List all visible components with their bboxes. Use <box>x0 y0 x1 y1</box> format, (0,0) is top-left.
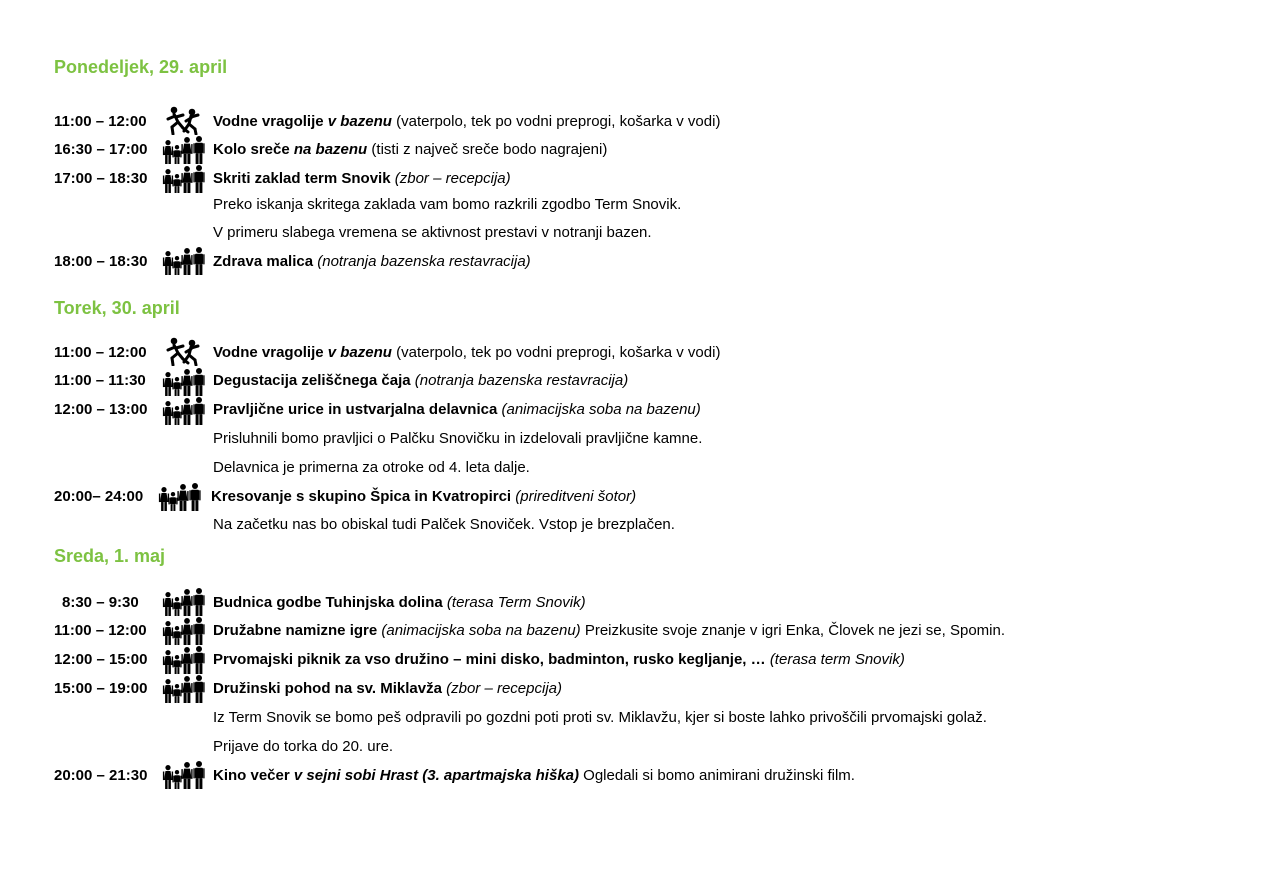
family-icon <box>162 245 208 275</box>
event-note: Delavnica je primerna za otroke od 4. leta dalje. <box>213 459 530 476</box>
swimming-children-icon <box>162 105 208 135</box>
description-segment: v bazenu <box>327 113 392 130</box>
description-segment: Kino večer <box>213 767 294 784</box>
family-icon <box>162 759 208 789</box>
family-icon <box>162 134 208 164</box>
description-segment: Pravljične urice in ustvarjalna delavnica <box>213 401 502 418</box>
family-icon <box>162 163 208 193</box>
description-segment: Kolo sreče <box>213 141 294 158</box>
description-segment: Skriti zaklad term Snovik <box>213 170 395 187</box>
event-description <box>213 113 720 130</box>
description-segment: (prireditveni šotor) <box>515 488 637 505</box>
event-description <box>213 767 855 784</box>
family-icon <box>162 366 208 396</box>
family-icon <box>162 586 208 616</box>
family-icon <box>162 615 208 645</box>
description-segment: Ogledali si bomo animirani družinski film. <box>579 767 855 784</box>
event-note: Na začetku nas bo obiskal tudi Palček Snoviček. Vstop je brezplačen. <box>213 516 675 533</box>
day-heading: Torek, 30. april <box>54 298 180 318</box>
description-segment: (terasa Term Snovik) <box>446 594 586 611</box>
event-time: 15:00 – 19:00 <box>54 680 148 697</box>
description-segment: Preizkusite svoje znanje v igri Enka, Človek ne jezi se, Spomin. <box>580 622 1006 639</box>
description-segment: Prvomajski piknik za vso družino – mini disko, badminton, rusko kegljanje, … <box>213 651 770 668</box>
event-description <box>213 401 701 418</box>
description-segment: (vaterpolo, tek po vodni preprogi, košarka v vodi) <box>391 344 721 361</box>
event-description <box>213 141 607 158</box>
event-time: 11:00 – 11:30 <box>54 372 146 389</box>
event-note: Prijave do torka do 20. ure. <box>213 738 394 755</box>
event-note: V primeru slabega vremena se aktivnost prestavi v notranji bazen. <box>213 224 652 241</box>
description-segment: (animacijska soba na bazenu) <box>501 401 701 418</box>
event-time: 17:00 – 18:30 <box>54 170 148 187</box>
family-icon <box>162 395 208 425</box>
description-segment: (notranja bazenska restavracija) <box>414 372 629 389</box>
description-segment: na bazenu <box>293 141 368 158</box>
description-segment: Družabne namizne igre <box>213 622 382 639</box>
event-time: 20:00 – 21:30 <box>54 767 148 784</box>
event-note: Preko iskanja skritega zaklada vam bomo razkrili zgodbo Term Snovik. <box>213 196 682 213</box>
event-description <box>213 622 1005 639</box>
description-segment: Družinski pohod na sv. Miklavža <box>213 680 447 697</box>
description-segment: (zbor – recepcija) <box>446 680 562 697</box>
family-icon <box>162 644 208 674</box>
event-description <box>213 344 720 361</box>
event-description <box>213 253 531 270</box>
event-time: 11:00 – 12:00 <box>54 344 147 361</box>
description-segment: Kresovanje s skupino Špica in Kvatropirci <box>211 488 516 505</box>
description-segment: Vodne vragolije <box>213 344 328 361</box>
event-description <box>213 680 562 697</box>
event-note: Prisluhnili bomo pravljici o Palčku Snovičku in izdelovali pravljične kamne. <box>213 430 703 447</box>
family-icon <box>162 673 208 703</box>
description-segment: (animacijska soba na bazenu) <box>381 622 581 639</box>
description-segment: Degustacija zeliščnega čaja <box>213 372 415 389</box>
event-time: 12:00 – 15:00 <box>54 651 148 668</box>
event-description <box>213 170 511 187</box>
event-description <box>213 651 905 668</box>
event-time: 18:00 – 18:30 <box>54 253 148 270</box>
description-segment: Budnica godbe Tuhinjska dolina <box>213 594 447 611</box>
event-note: Iz Term Snovik se bomo peš odpravili po gozdni poti proti sv. Miklavžu, kjer si boste lahko privoščili prvomajski golaž. <box>213 709 987 726</box>
day-heading: Sreda, 1. maj <box>54 546 166 566</box>
description-segment: v sejni sobi Hrast (3. apartmajska hiška) <box>293 767 579 784</box>
event-description <box>213 594 586 611</box>
event-time: 11:00 – 12:00 <box>54 113 147 130</box>
description-segment: (terasa term Snovik) <box>769 651 905 668</box>
description-segment: (notranja bazenska restavracija) <box>317 253 531 270</box>
event-description <box>211 488 636 505</box>
description-segment: (tisti z največ sreče bodo nagrajeni) <box>367 141 608 158</box>
description-segment: (vaterpolo, tek po vodni preprogi, košarka v vodi) <box>391 113 721 130</box>
description-segment: Vodne vragolije <box>213 113 328 130</box>
swimming-children-icon <box>162 336 208 366</box>
description-segment: v bazenu <box>327 344 392 361</box>
family-icon <box>158 481 204 511</box>
event-time: 16:30 – 17:00 <box>54 141 148 158</box>
event-description <box>213 372 628 389</box>
event-time: 12:00 – 13:00 <box>54 401 148 418</box>
event-time: 20:00– 24:00 <box>54 488 144 505</box>
day-heading: Ponedeljek, 29. april <box>54 57 228 77</box>
description-segment: (zbor – recepcija) <box>394 170 511 187</box>
event-time: 11:00 – 12:00 <box>54 622 147 639</box>
event-time: 8:30 – 9:30 <box>62 594 139 611</box>
description-segment: Zdrava malica <box>213 253 318 270</box>
